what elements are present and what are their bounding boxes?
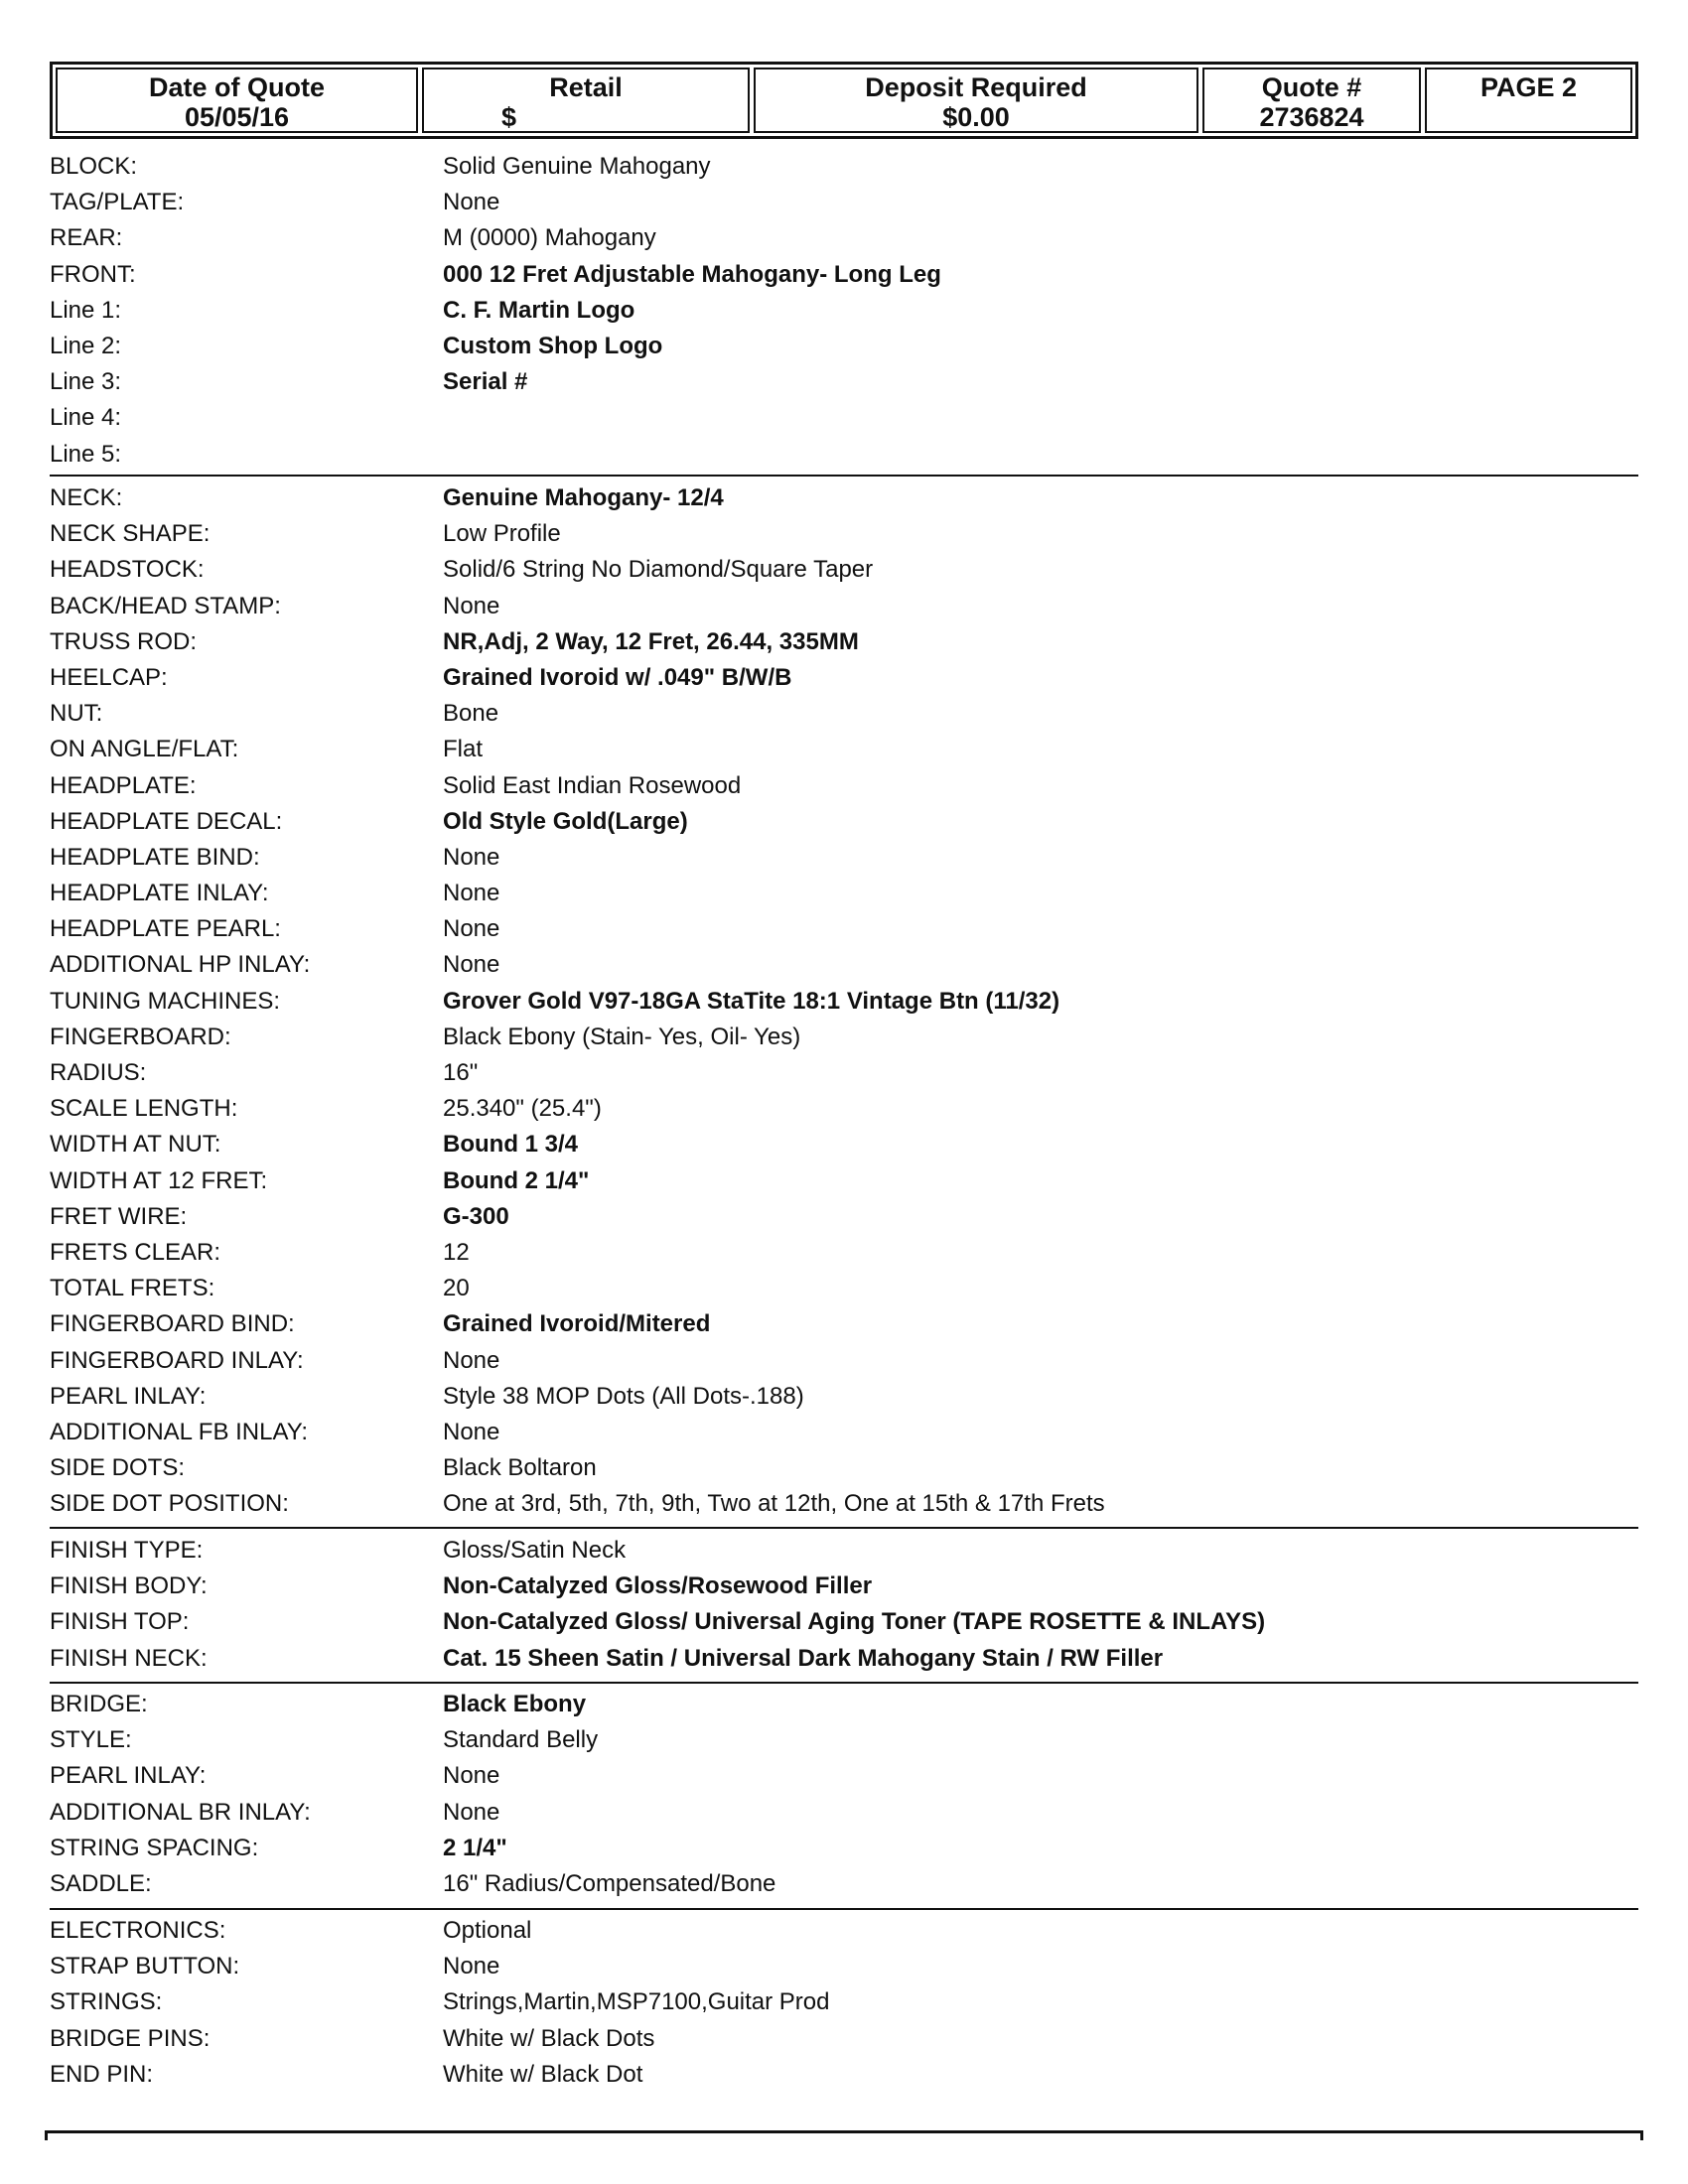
spec-row xyxy=(50,1866,1638,1902)
spec-row xyxy=(50,516,1638,552)
spec-label: ON ANGLE/FLAT: xyxy=(50,736,239,763)
spec-label: REAR: xyxy=(50,224,123,252)
deposit-required-label: Deposit Required xyxy=(865,72,1087,102)
spec-row xyxy=(50,1306,1638,1342)
spec-row xyxy=(50,2021,1638,2057)
spec-label: BRIDGE PINS: xyxy=(50,2024,211,2052)
spec-label: Line 3: xyxy=(50,368,122,396)
spec-label: FINISH NECK: xyxy=(50,1644,208,1672)
spec-row xyxy=(50,2057,1638,2093)
spec-row xyxy=(50,1831,1638,1866)
spec-row xyxy=(50,1163,1638,1199)
deposit-required-cell xyxy=(754,68,1198,133)
spec-value: 16" xyxy=(443,1059,479,1086)
spec-value: None xyxy=(443,880,500,907)
spec-row xyxy=(50,364,1638,400)
spec-label: RADIUS: xyxy=(50,1059,147,1086)
spec-value: Serial # xyxy=(443,368,528,396)
spec-value: None xyxy=(443,1762,500,1790)
spec-row xyxy=(50,1913,1638,1949)
spec-value: C. F. Martin Logo xyxy=(443,296,635,324)
spec-label: SCALE LENGTH: xyxy=(50,1095,238,1123)
spec-row xyxy=(50,1604,1638,1640)
spec-label: SIDE DOT POSITION: xyxy=(50,1490,289,1518)
spec-value: Optional xyxy=(443,1917,532,1944)
spec-label: HEADPLATE PEARL: xyxy=(50,915,281,943)
spec-label: WIDTH AT NUT: xyxy=(50,1131,221,1159)
spec-value: White w/ Black Dot xyxy=(443,2060,643,2088)
date-of-quote-value: 05/05/16 xyxy=(184,102,290,132)
spec-row xyxy=(50,768,1638,804)
spec-row xyxy=(50,624,1638,660)
spec-label: NECK SHAPE: xyxy=(50,520,211,548)
spec-label: Line 2: xyxy=(50,332,122,359)
spec-row xyxy=(50,1984,1638,2020)
spec-row xyxy=(50,1235,1638,1271)
section-divider xyxy=(50,1682,1638,1684)
spec-value: Non-Catalyzed Gloss/ Universal Aging Toner (TAPE ROSETTE & INLAYS) xyxy=(443,1608,1266,1636)
spec-value: Grained Ivoroid/Mitered xyxy=(443,1310,711,1338)
spec-label: TRUSS ROD: xyxy=(50,627,198,655)
spec-label: NECK: xyxy=(50,484,123,511)
spec-label: STRING SPACING: xyxy=(50,1834,259,1861)
spec-label: FINGERBOARD: xyxy=(50,1023,231,1050)
spec-label: SIDE DOTS: xyxy=(50,1454,186,1482)
spec-row xyxy=(50,732,1638,767)
spec-label: HEADPLATE: xyxy=(50,771,197,799)
spec-value: None xyxy=(443,843,500,871)
spec-row xyxy=(50,1127,1638,1162)
spec-value: Solid Genuine Mahogany xyxy=(443,153,711,180)
spec-row xyxy=(50,293,1638,329)
spec-value: None xyxy=(443,1798,500,1826)
spec-label: Line 1: xyxy=(50,296,122,324)
spec-value: Solid/6 String No Diamond/Square Taper xyxy=(443,556,874,584)
spec-row xyxy=(50,1271,1638,1306)
spec-value: Grover Gold V97-18GA StaTite 18:1 Vintage Btn (11/32) xyxy=(443,987,1060,1015)
spec-row xyxy=(50,329,1638,364)
finish-section xyxy=(50,1533,1638,1677)
spec-value: Grained Ivoroid w/ .049" B/W/B xyxy=(443,663,792,691)
spec-row xyxy=(50,984,1638,1020)
bridge-section xyxy=(50,1687,1638,1902)
spec-row xyxy=(50,1795,1638,1831)
spec-row xyxy=(50,1055,1638,1091)
spec-value: Solid East Indian Rosewood xyxy=(443,771,742,799)
spec-label: Line 5: xyxy=(50,440,122,468)
spec-row xyxy=(50,1722,1638,1758)
spec-label: ADDITIONAL FB INLAY: xyxy=(50,1418,309,1445)
spec-row xyxy=(50,1020,1638,1055)
spec-value: 2 1/4" xyxy=(443,1834,507,1861)
spec-label: TUNING MACHINES: xyxy=(50,987,281,1015)
spec-label: FINISH TYPE: xyxy=(50,1537,204,1564)
spec-value: White w/ Black Dots xyxy=(443,2024,655,2052)
spec-label: END PIN: xyxy=(50,2060,154,2088)
spec-value: Flat xyxy=(443,736,484,763)
footer-rule xyxy=(45,2130,1643,2133)
hardware-section xyxy=(50,1913,1638,2093)
spec-row xyxy=(50,1199,1638,1235)
spec-row xyxy=(50,400,1638,436)
spec-label: NUT: xyxy=(50,700,103,728)
spec-value: G-300 xyxy=(443,1202,509,1230)
spec-row xyxy=(50,220,1638,256)
spec-row xyxy=(50,804,1638,840)
spec-row xyxy=(50,1569,1638,1604)
spec-value: Gloss/Satin Neck xyxy=(443,1537,627,1564)
spec-label: STRAP BUTTON: xyxy=(50,1953,240,1980)
spec-value: Bound 1 3/4 xyxy=(443,1131,579,1159)
spec-value: M (0000) Mahogany xyxy=(443,224,656,252)
spec-row xyxy=(50,589,1638,624)
spec-value: Genuine Mahogany- 12/4 xyxy=(443,484,724,511)
date-of-quote-cell xyxy=(56,68,418,133)
spec-value: NR,Adj, 2 Way, 12 Fret, 26.44, 335MM xyxy=(443,627,859,655)
spec-row xyxy=(50,947,1638,983)
block-section xyxy=(50,149,1638,473)
spec-row xyxy=(50,480,1638,516)
spec-row xyxy=(50,1949,1638,1984)
page-number-label: PAGE 2 xyxy=(1479,72,1578,102)
spec-label: WIDTH AT 12 FRET: xyxy=(50,1166,268,1194)
spec-label: FRONT: xyxy=(50,260,136,288)
spec-row xyxy=(50,660,1638,696)
spec-label: ADDITIONAL BR INLAY: xyxy=(50,1798,311,1826)
spec-row xyxy=(50,1450,1638,1486)
footer-rule-left-tick xyxy=(45,2130,48,2140)
spec-value: 20 xyxy=(443,1275,470,1302)
spec-value: Old Style Gold(Large) xyxy=(443,807,688,835)
spec-value: None xyxy=(443,1418,500,1445)
spec-row xyxy=(50,552,1638,588)
spec-row xyxy=(50,1091,1638,1127)
spec-value: None xyxy=(443,592,500,619)
spec-label: FINISH BODY: xyxy=(50,1572,208,1600)
spec-row xyxy=(50,1687,1638,1722)
spec-value: None xyxy=(443,951,500,979)
spec-value: 000 12 Fret Adjustable Mahogany- Long Leg xyxy=(443,260,941,288)
spec-row xyxy=(50,1343,1638,1379)
spec-value: Black Ebony xyxy=(443,1691,587,1717)
spec-label: PEARL INLAY: xyxy=(50,1382,207,1410)
spec-label: ADDITIONAL HP INLAY: xyxy=(50,951,311,979)
spec-label: HEADPLATE DECAL: xyxy=(50,807,283,835)
spec-value: None xyxy=(443,189,500,216)
spec-value: None xyxy=(443,1953,500,1980)
spec-label: BRIDGE: xyxy=(50,1691,148,1717)
quote-header xyxy=(50,62,1638,139)
spec-label: FINGERBOARD INLAY: xyxy=(50,1346,304,1374)
retail-label: Retail xyxy=(549,72,623,102)
spec-value: 25.340" (25.4") xyxy=(443,1095,602,1123)
spec-label: TAG/PLATE: xyxy=(50,189,185,216)
spec-value: Standard Belly xyxy=(443,1726,599,1754)
spec-value: None xyxy=(443,1346,500,1374)
spec-value: None xyxy=(443,915,500,943)
spec-value: Black Ebony (Stain- Yes, Oil- Yes) xyxy=(443,1023,801,1050)
spec-value: Bone xyxy=(443,700,499,728)
spec-value: One at 3rd, 5th, 7th, 9th, Two at 12th, One at 15th & 17th Frets xyxy=(443,1490,1105,1518)
spec-label: SADDLE: xyxy=(50,1869,152,1897)
section-divider xyxy=(50,1527,1638,1529)
date-of-quote-label: Date of Quote xyxy=(148,72,325,102)
spec-label: BACK/HEAD STAMP: xyxy=(50,592,281,619)
spec-row xyxy=(50,1641,1638,1677)
spec-label: BLOCK: xyxy=(50,153,138,180)
neck-section xyxy=(50,480,1638,1522)
spec-row xyxy=(50,876,1638,911)
spec-value: Cat. 15 Sheen Satin / Universal Dark Mahogany Stain / RW Filler xyxy=(443,1644,1164,1672)
spec-row xyxy=(50,1533,1638,1569)
spec-row xyxy=(50,840,1638,876)
spec-label: HEADPLATE INLAY: xyxy=(50,880,269,907)
quote-number-label: Quote # xyxy=(1261,72,1362,102)
spec-value: 16" Radius/Compensated/Bone xyxy=(443,1869,776,1897)
quote-number-cell xyxy=(1202,68,1421,133)
spec-row xyxy=(50,1379,1638,1415)
spec-value: Custom Shop Logo xyxy=(443,332,663,359)
footer-rule-right-tick xyxy=(1640,2130,1643,2140)
spec-label: FINISH TOP: xyxy=(50,1608,190,1636)
spec-value: 12 xyxy=(443,1238,470,1266)
spec-label: STRINGS: xyxy=(50,1988,163,2016)
deposit-required-value: $0.00 xyxy=(942,102,1010,132)
spec-row xyxy=(50,696,1638,732)
retail-value: $ xyxy=(501,102,517,132)
spec-label: HEADSTOCK: xyxy=(50,556,205,584)
spec-value: Low Profile xyxy=(443,520,561,548)
spec-row xyxy=(50,911,1638,947)
spec-label: PEARL INLAY: xyxy=(50,1762,207,1790)
spec-value: Style 38 MOP Dots (All Dots-.188) xyxy=(443,1382,804,1410)
spec-value: Black Boltaron xyxy=(443,1454,597,1482)
spec-label: HEADPLATE BIND: xyxy=(50,843,260,871)
spec-label: ELECTRONICS: xyxy=(50,1917,226,1944)
spec-label: FINGERBOARD BIND: xyxy=(50,1310,295,1338)
spec-label: Line 4: xyxy=(50,404,122,432)
spec-row xyxy=(50,185,1638,220)
spec-value: Non-Catalyzed Gloss/Rosewood Filler xyxy=(443,1572,873,1600)
spec-row xyxy=(50,1415,1638,1450)
spec-label: FRET WIRE: xyxy=(50,1202,188,1230)
retail-cell xyxy=(422,68,750,133)
spec-row xyxy=(50,1758,1638,1794)
spec-row xyxy=(50,437,1638,473)
spec-label: STYLE: xyxy=(50,1726,132,1754)
section-divider xyxy=(50,1908,1638,1910)
spec-value: Bound 2 1/4" xyxy=(443,1166,590,1194)
spec-label: TOTAL FRETS: xyxy=(50,1275,215,1302)
spec-value: Strings,Martin,MSP7100,Guitar Prod xyxy=(443,1988,830,2016)
spec-row xyxy=(50,149,1638,185)
section-divider xyxy=(50,475,1638,477)
spec-label: HEELCAP: xyxy=(50,663,168,691)
spec-row xyxy=(50,1486,1638,1522)
page-number-cell xyxy=(1425,68,1632,133)
spec-label: FRETS CLEAR: xyxy=(50,1238,221,1266)
spec-row xyxy=(50,257,1638,293)
quote-number-value: 2736824 xyxy=(1259,102,1364,132)
